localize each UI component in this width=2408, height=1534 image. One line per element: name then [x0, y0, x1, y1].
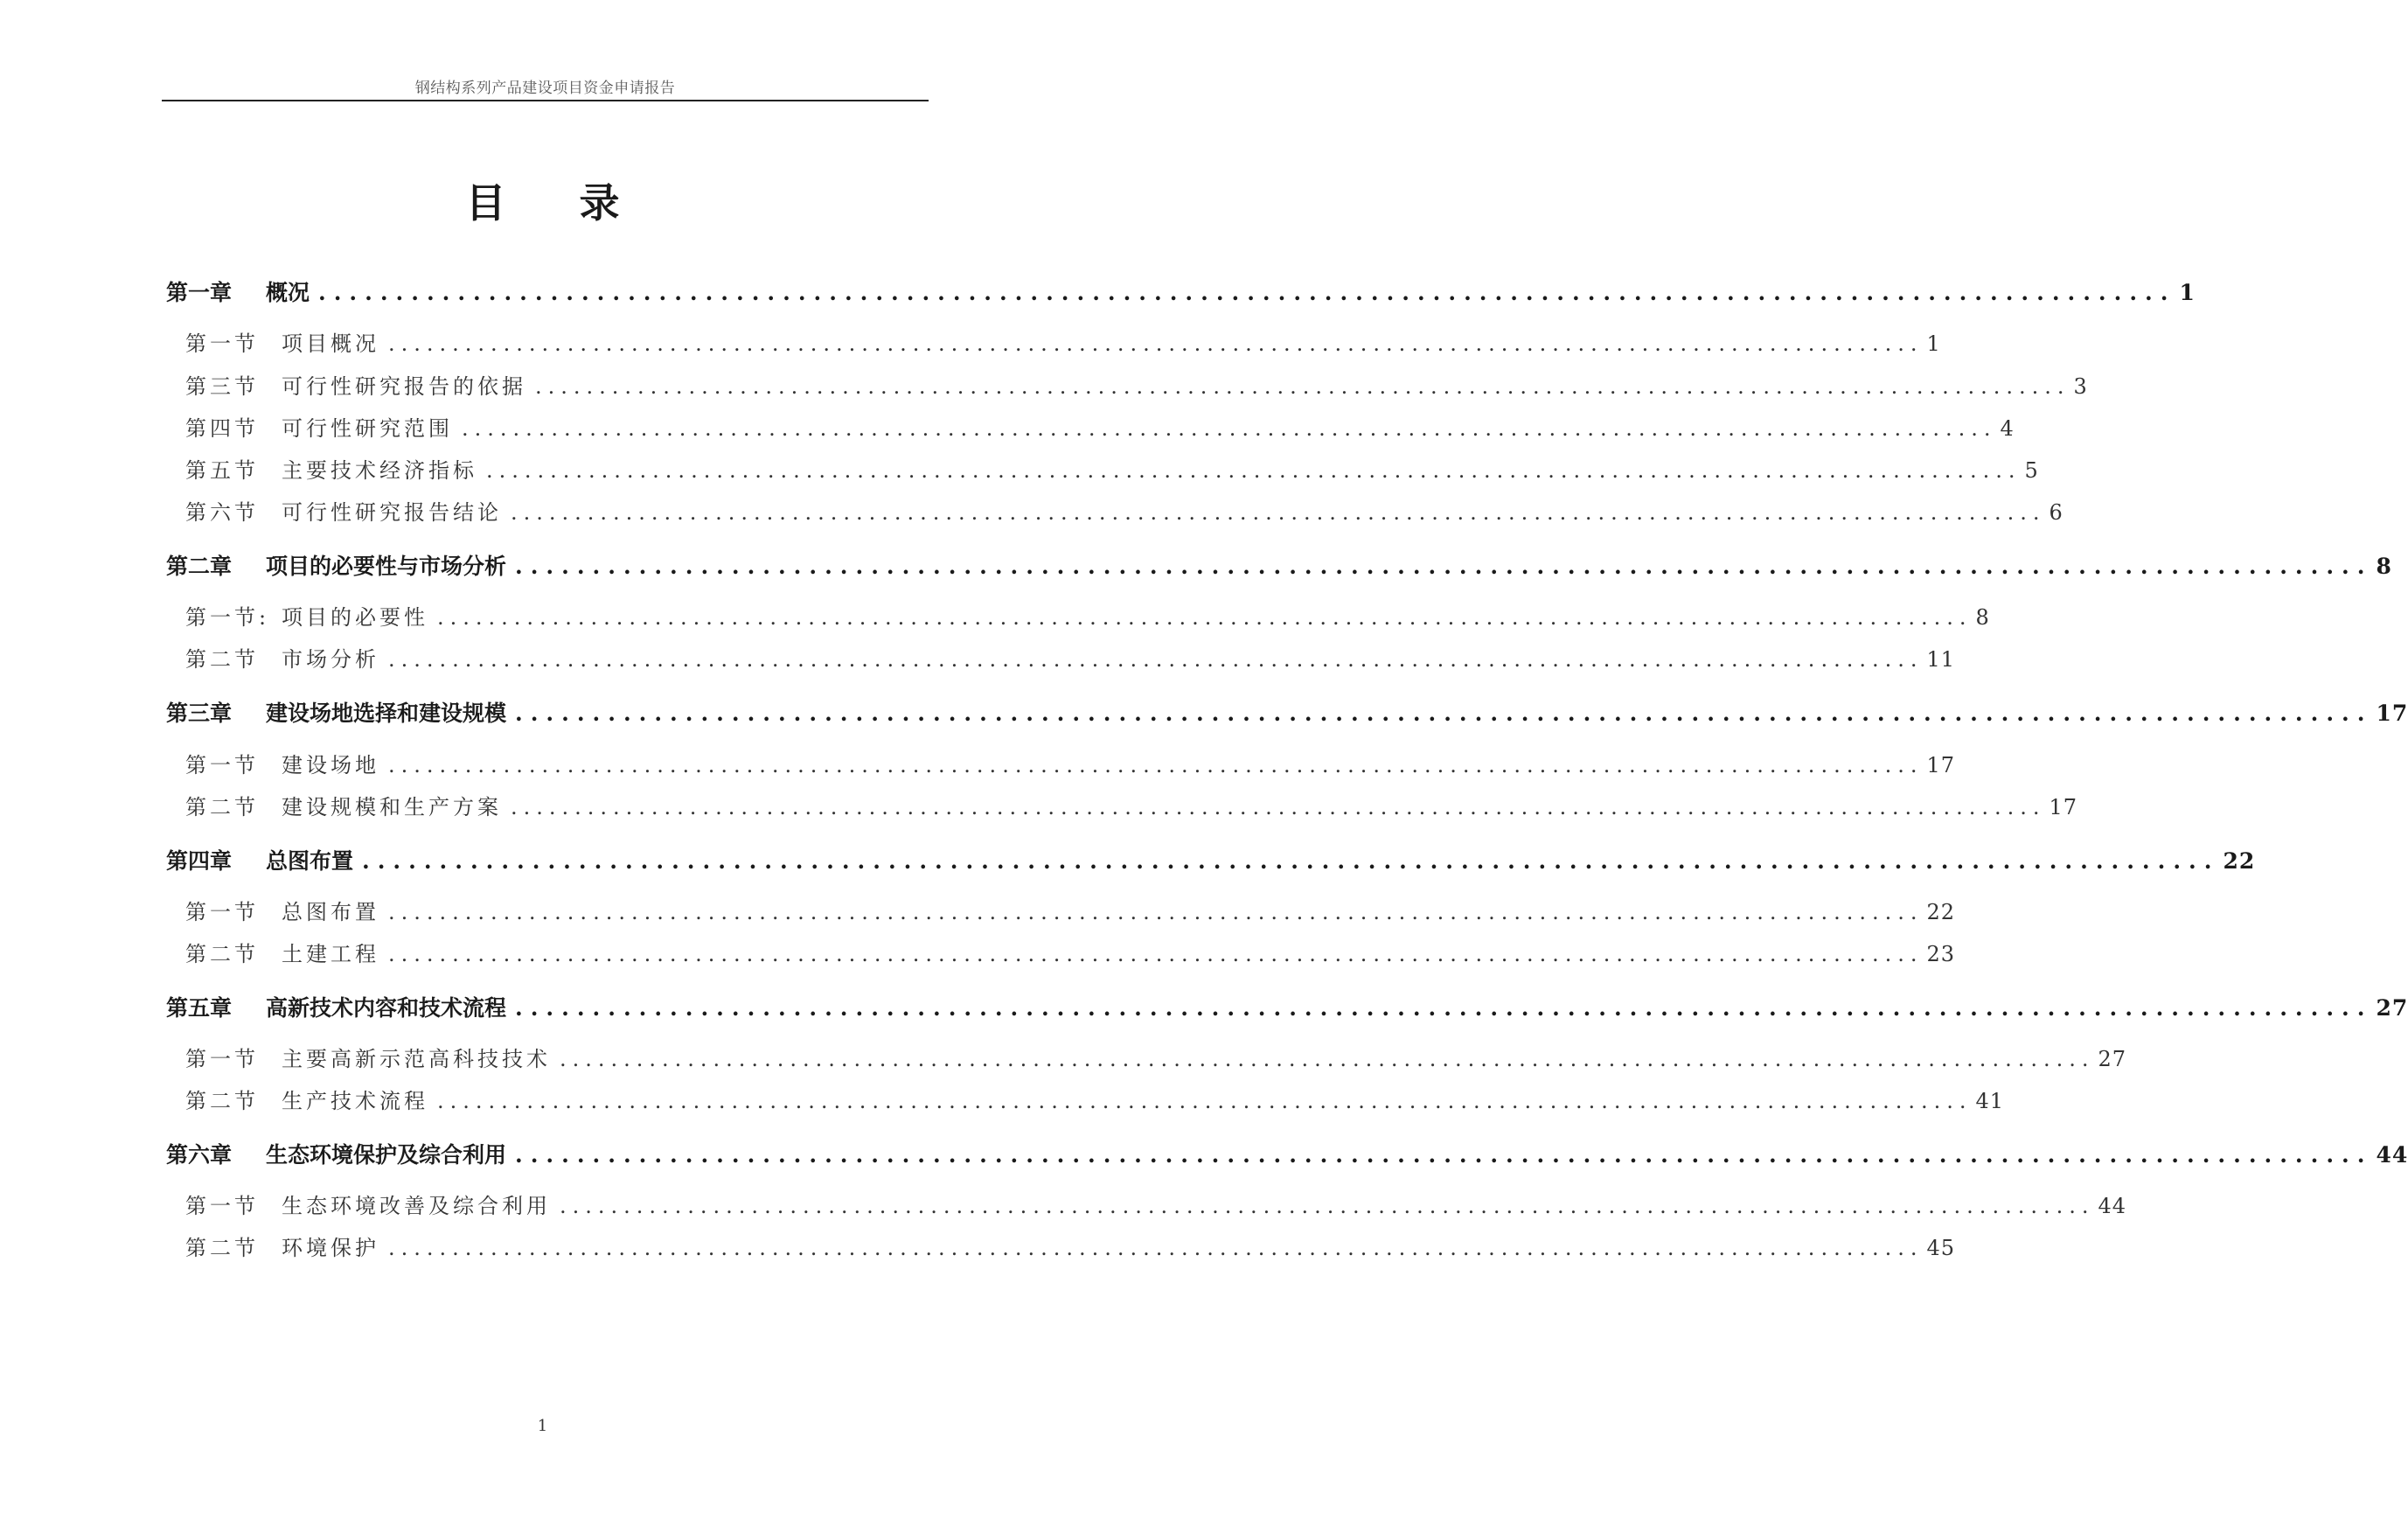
running-header: 钢结构系列产品建设项目资金申请报告	[414, 80, 676, 97]
toc-section-entry[interactable]	[185, 642, 1956, 673]
toc-leader-dots: ........................................................................................................................	[560, 1194, 2095, 1218]
toc-entry-number: 第一节	[185, 1194, 259, 1218]
toc-leader-dots: ........................................................................................................................	[388, 753, 1924, 777]
toc-leader-dots: ........................................................................................................................	[511, 500, 2046, 525]
toc-leader-dots: ........................................................................................................................	[437, 605, 1973, 630]
toc-leader-dots: ........................................................................................................................	[388, 331, 1924, 356]
toc-entry-title: 主要高新示范高科技技术	[282, 1047, 551, 1071]
toc-entry-number: 第二节	[185, 795, 259, 819]
toc-entry-title: 可行性研究报告结论	[282, 500, 502, 525]
toc-entry-page: 5	[2024, 458, 2039, 483]
toc-section-entry[interactable]	[185, 1084, 2005, 1114]
toc-leader-dots: ........................................................................................................................	[511, 795, 2046, 819]
toc-leader-dots: ........................................................................................................................	[535, 374, 2070, 399]
toc-entry-number: 第六节	[185, 500, 259, 525]
toc-entry-page: 6	[2049, 500, 2064, 525]
toc-entry-number: 第二节	[185, 647, 259, 672]
toc-leader-dots: ........................................................................................................................	[560, 1047, 2095, 1071]
toc-title	[0, 171, 1085, 229]
toc-section-entry[interactable]	[185, 790, 2078, 820]
toc-entry-page: 44	[2376, 1142, 2408, 1168]
toc-leader-dots: ........................................................................................................................	[462, 416, 1997, 441]
toc-entry-page: 17	[2049, 795, 2078, 819]
toc-chapter-entry[interactable]	[166, 844, 2256, 875]
toc-leader-dots: ........................................................................................................................	[515, 1142, 2373, 1168]
toc-entry-number: 第一节	[185, 900, 259, 924]
toc-entry-title: 环境保护	[282, 1236, 379, 1260]
toc-entry-number: 第二章	[166, 554, 233, 579]
toc-entry-title: 总图布置	[282, 900, 379, 924]
toc-leader-dots: ........................................................................................................................	[318, 280, 2176, 305]
toc-leader-dots: ........................................................................................................................	[437, 1089, 1973, 1113]
toc-entry-page: 1	[2179, 280, 2196, 305]
toc-entry-page: 4	[2000, 416, 2015, 441]
toc-entry-title: 项目的必要性与市场分析	[266, 554, 507, 579]
header-rule	[162, 100, 929, 101]
toc-entry-title: 主要技术经济指标	[282, 458, 477, 483]
toc-section-entry[interactable]	[185, 326, 1941, 357]
toc-entry-page: 41	[1975, 1089, 2005, 1113]
toc-entry-number: 第一节	[185, 1047, 259, 1071]
toc-leader-dots: ........................................................................................................................	[486, 458, 2022, 483]
toc-entry-number: 第一节	[185, 331, 259, 356]
toc-entry-title: 高新技术内容和技术流程	[266, 995, 507, 1021]
toc-entry-title: 建设场地	[282, 753, 379, 777]
toc-entry-title: 土建工程	[282, 942, 379, 966]
toc-chapter-entry[interactable]	[166, 991, 2408, 1022]
toc-section-entry[interactable]	[185, 1042, 2127, 1072]
toc-section-entry[interactable]	[185, 1231, 1956, 1261]
toc-section-entry[interactable]	[185, 369, 2088, 400]
toc-entry-number: 第三节	[185, 374, 259, 399]
toc-entry-title: 生态环境保护及综合利用	[266, 1142, 507, 1168]
toc-entry-title: 项目的必要性	[282, 605, 428, 630]
toc-section-entry[interactable]	[185, 937, 1956, 967]
toc-entry-number: 第三章	[166, 701, 233, 726]
toc-entry-page: 8	[2376, 554, 2392, 579]
toc-title-char-1: 目	[465, 179, 506, 227]
toc-section-entry[interactable]	[185, 1189, 2127, 1219]
toc-chapter-entry[interactable]	[166, 549, 2392, 581]
toc-leader-dots: ........................................................................................................................	[388, 942, 1924, 966]
toc-entry-title: 市场分析	[282, 647, 379, 672]
toc-entry-number: 第一节:	[185, 605, 270, 630]
toc-entry-title: 建设场地选择和建设规模	[266, 701, 507, 726]
toc-entry-number: 第二节	[185, 1236, 259, 1260]
toc-entry-number: 第四节	[185, 416, 259, 441]
toc-leader-dots: ........................................................................................................................	[388, 1236, 1924, 1260]
toc-entry-page: 17	[2376, 701, 2408, 726]
toc-section-entry[interactable]	[185, 748, 1956, 778]
toc-chapter-entry[interactable]	[166, 696, 2408, 728]
toc-entry-title: 可行性研究报告的依据	[282, 374, 526, 399]
toc-entry-title: 项目概况	[282, 331, 379, 356]
toc-section-entry[interactable]	[185, 411, 2015, 442]
toc-entry-number: 第一章	[166, 280, 233, 305]
toc-entry-number: 第六章	[166, 1142, 233, 1168]
page-number: 1	[537, 1417, 548, 1435]
toc-chapter-entry[interactable]	[166, 275, 2196, 307]
toc-leader-dots: ........................................................................................................................	[388, 647, 1924, 672]
toc-entry-page: 27	[2376, 995, 2408, 1021]
toc-leader-dots: ........................................................................................................................	[362, 848, 2220, 874]
toc-entry-title: 建设规模和生产方案	[282, 795, 502, 819]
toc-leader-dots: ........................................................................................................................	[515, 554, 2373, 579]
toc-section-entry[interactable]	[185, 495, 2064, 526]
toc-entry-number: 第四章	[166, 848, 233, 874]
toc-entry-title: 可行性研究范围	[282, 416, 453, 441]
toc-entry-number: 第五章	[166, 995, 233, 1021]
toc-leader-dots: ........................................................................................................................	[515, 995, 2373, 1021]
toc-entry-page: 8	[1975, 605, 1990, 630]
toc-title-char-2: 录	[579, 179, 620, 227]
toc-entry-page: 22	[1926, 900, 1956, 924]
toc-entry-title: 概况	[266, 280, 310, 305]
toc-section-entry[interactable]	[185, 453, 2039, 484]
toc-entry-page: 45	[1926, 1236, 1956, 1260]
toc-section-entry[interactable]	[185, 600, 1990, 631]
toc-entry-page: 23	[1926, 942, 1956, 966]
toc-entry-page: 44	[2098, 1194, 2127, 1218]
toc-leader-dots: ........................................................................................................................	[515, 701, 2373, 726]
toc-leader-dots: ........................................................................................................................	[388, 900, 1924, 924]
toc-entry-title: 生产技术流程	[282, 1089, 428, 1113]
toc-entry-title: 总图布置	[266, 848, 354, 874]
toc-entry-title: 生态环境改善及综合利用	[282, 1194, 551, 1218]
toc-entry-number: 第一节	[185, 753, 259, 777]
toc-entry-number: 第二节	[185, 1089, 259, 1113]
toc-entry-page: 3	[2073, 374, 2088, 399]
toc-entry-page: 11	[1926, 647, 1956, 672]
toc-entry-page: 1	[1926, 331, 1941, 356]
toc-entry-number: 第二节	[185, 942, 259, 966]
toc-entry-number: 第五节	[185, 458, 259, 483]
toc-chapter-entry[interactable]	[166, 1138, 2408, 1169]
toc-entry-page: 22	[2223, 848, 2256, 874]
toc-section-entry[interactable]	[185, 895, 1956, 925]
toc-entry-page: 27	[2098, 1047, 2127, 1071]
toc-entry-page: 17	[1926, 753, 1956, 777]
